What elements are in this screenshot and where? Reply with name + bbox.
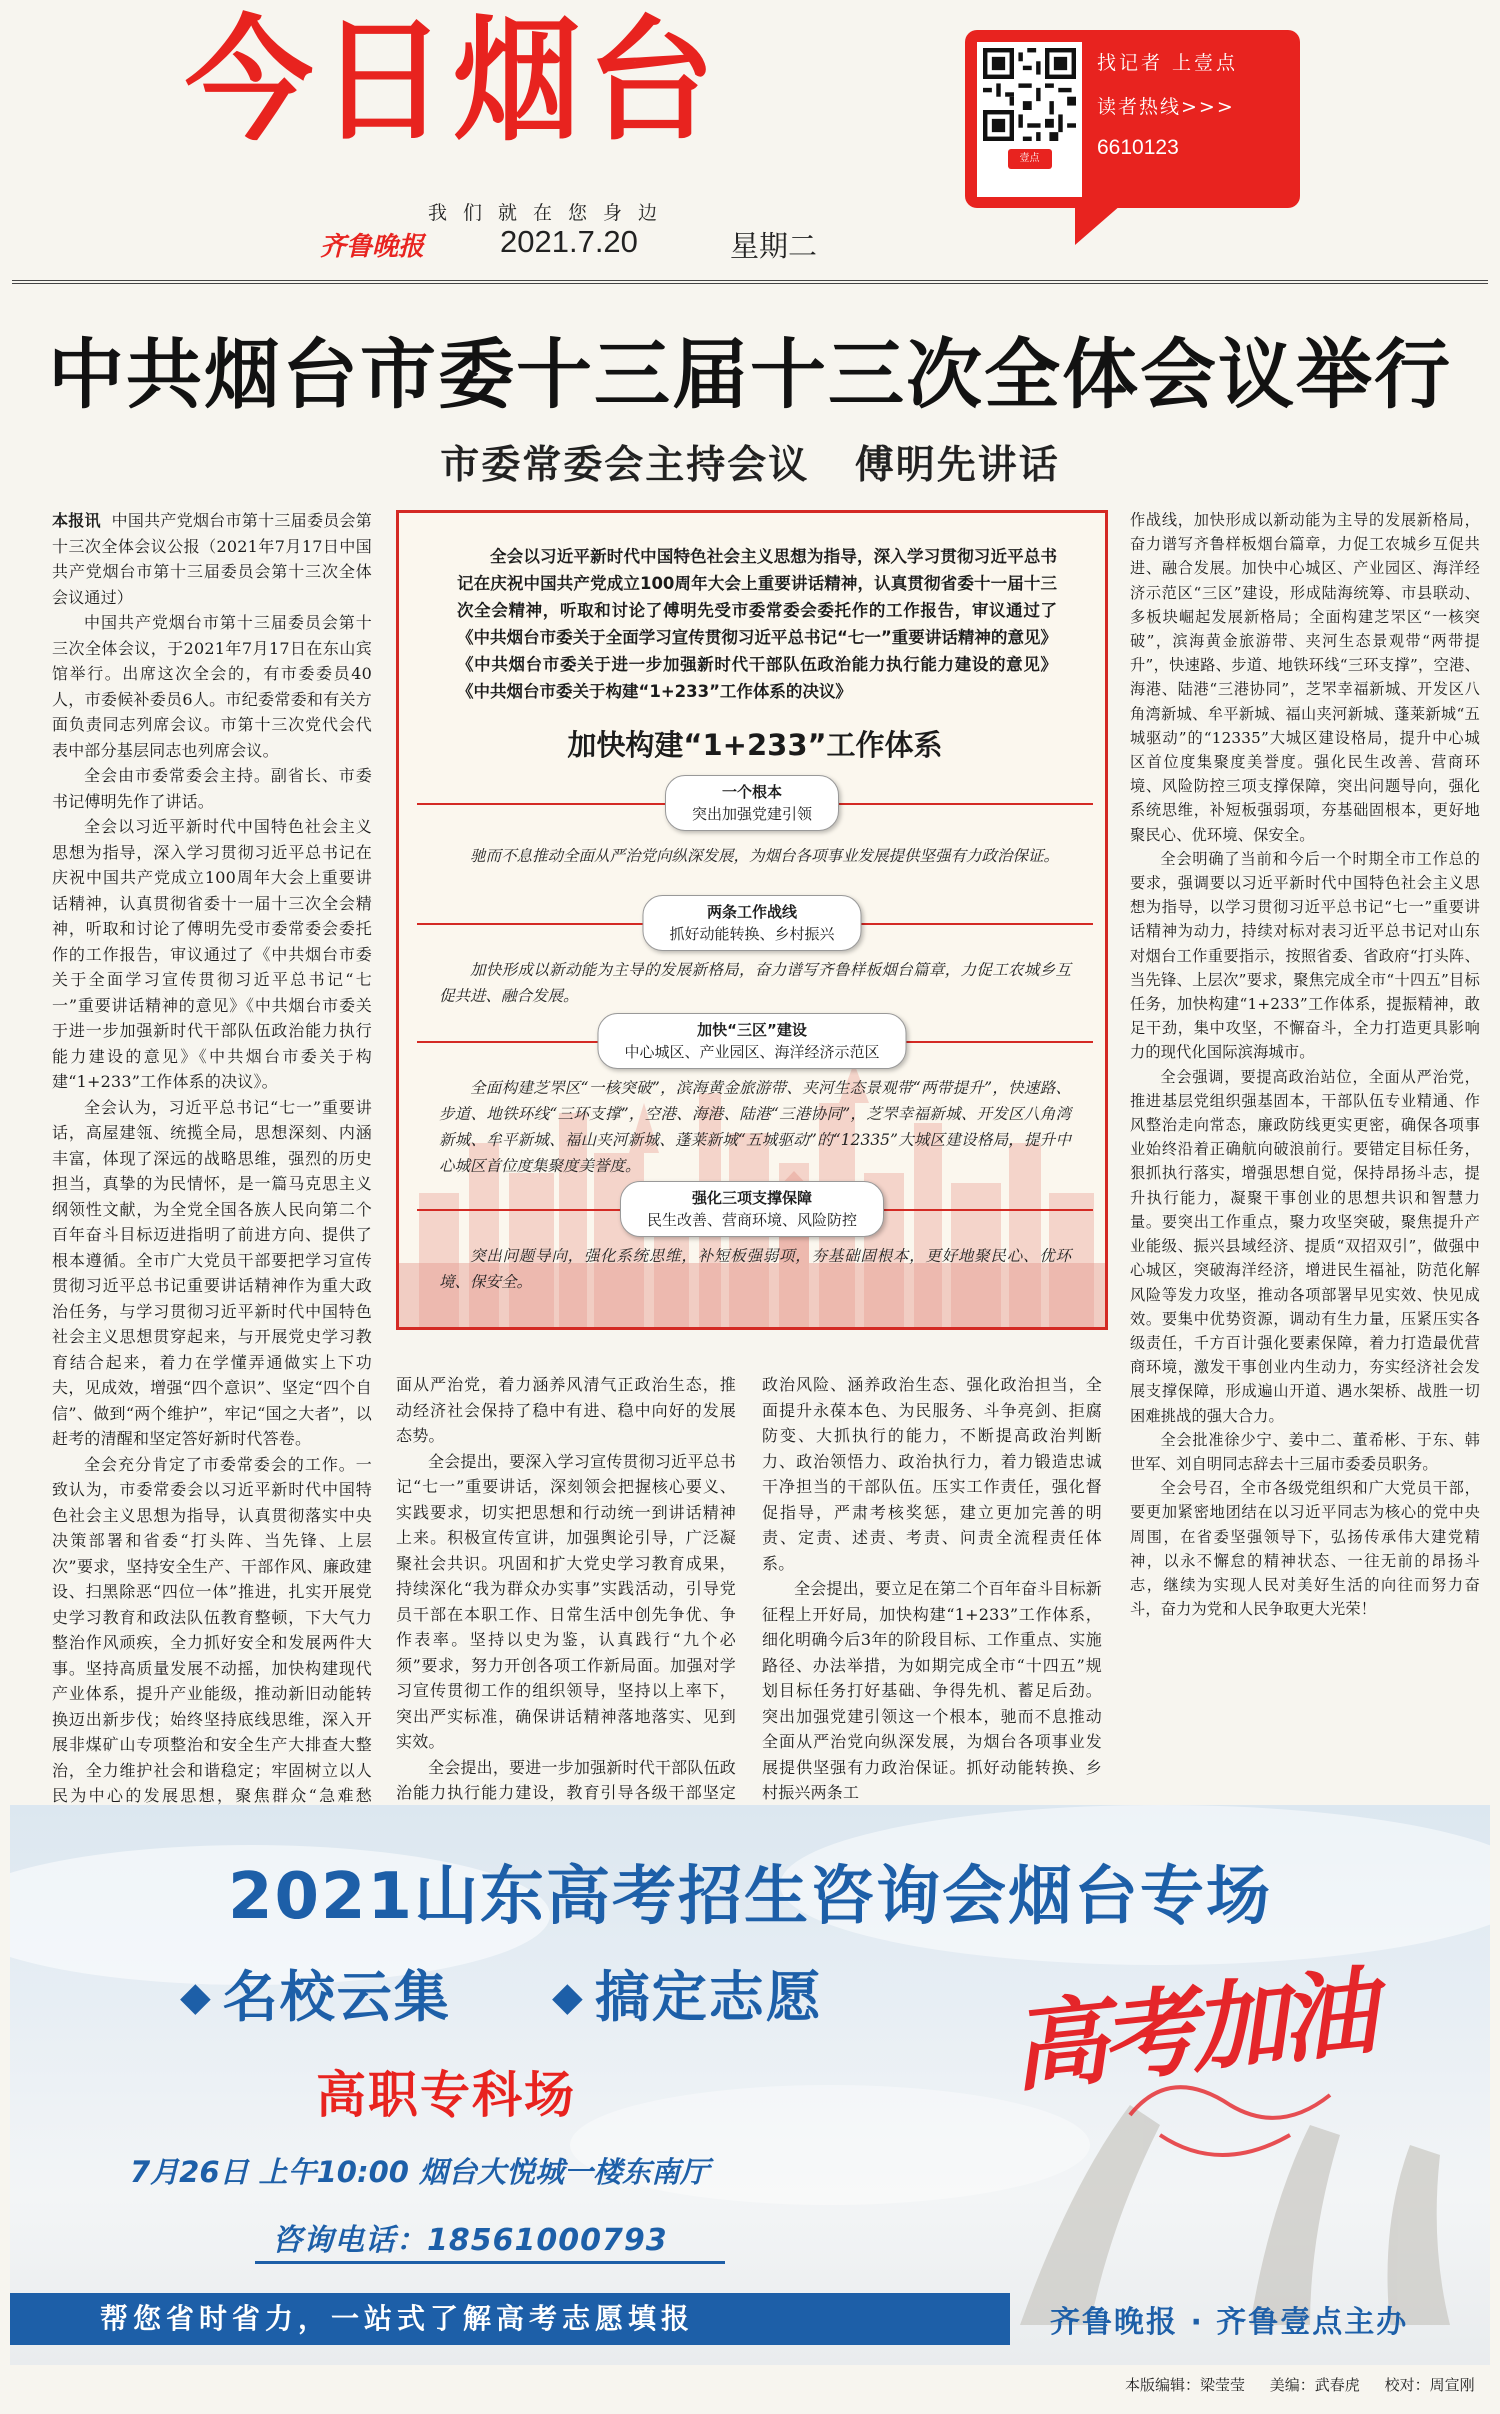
section-tag-title: 一个根本	[721, 783, 783, 801]
ad-cheer-calligraphy: 高考加油	[1005, 1955, 1376, 2106]
section-tag-1	[665, 775, 839, 831]
article-paragraph: 政治风险、涵养政治生态、强化政治担当，全面提升永葆本色、为民服务、斗争亮剑、拒腐防变、大抓执行的能力，不断提高政治判断力、政治领悟力、政治执行力，着力锻造忠诚干净担当的干部队伍。压实工作责任，强化督促指导，严肃考核奖惩，建立更加完善的明责、定责、述责、考责、问责全流程责任体系。	[762, 1375, 1102, 1573]
credit-proof: 校对：周宣刚	[1384, 2376, 1475, 2394]
issue-weekday: 星期二	[730, 229, 818, 263]
article-paragraph: 全会强调，要提高政治站位，全面从严治党，推进基层党组织强基固本，干部队伍专业精通、作风整治走向常态，廉政防线更实更密，确保各项事业始终沿着正确航向破浪前行。要错定目标任务，狠抓执行落实，增强思想自觉，保持昂扬斗志，提升执行能力，凝聚干事创业的思想共识和智慧力量。要突出工作重点，聚力攻坚突破，聚焦提升产业能级、振兴县域经济、提质“双招双引”，做强中心城区，突破海洋经济，增进民生福祉，防范化解风险等发力攻坚，推动各项部署早见实效、快见成效。要集中优势资源，调动有生力量，压紧压实各级责任，千方百计强化要素保障，着力打造最优营商环境，激发干事创业内生动力，夯实经济社会发展支撑保障，形成遍山开道、遇水架桥、战胜一切困难挑战的强大合力。	[1130, 1067, 1480, 1425]
paper-title: 今日烟台	[185, 3, 722, 160]
article-paragraph: 全会号召，全市各级党组织和广大党员干部，要更加紧密地团结在以习近平同志为核心的党中央周围，在省委坚强领导下，弘扬传承伟大建党精神，以永不懈怠的精神状态、一往无前的昂扬斗志，继续为实现人民对美好生活的向往而努力奋斗，奋力为党和人民争取更大光荣！	[1130, 1479, 1480, 1619]
hotline-line1: 找记者 上壹点	[1097, 52, 1239, 74]
slogan: 我们就在您身边	[428, 202, 674, 224]
ad-phone[interactable]: 咨询电话：18561000793	[272, 2223, 668, 2258]
section-tag-title: 强化三项支撑保障	[691, 1189, 813, 1207]
article-column-4	[1130, 508, 1480, 1621]
ad-slogan-strip	[10, 2293, 1010, 2345]
page-credits	[1125, 2374, 1475, 2395]
ad-organizer: 齐鲁晚报 · 齐鲁壹点主办	[1050, 2305, 1409, 2340]
ad-title: 2021山东高考招生咨询会烟台专场	[227, 1860, 1273, 1934]
credit-art: 美编：武春虎	[1269, 2376, 1360, 2394]
ad-subtitle: 高职专科场	[316, 2066, 576, 2124]
masthead-rule	[12, 280, 1488, 284]
section-tag-sub: 突出加强党建引领	[691, 805, 813, 823]
article-column-3	[762, 1372, 1102, 1806]
article-paragraph: 全会提出，要深入学习宣传贯彻习近平总书记“七一”重要讲话，深刻领会把握核心要义、实践要求，切实把思想和行动统一到讲话精神上来。积极宣传宣讲，加强舆论引导，广泛凝聚社会共识。巩固和扩大党史学习教育成果，持续深化“我为群众办实事”实践活动，引导党员干部在本职工作、日常生活中创先争优、争作表率。坚持以史为鉴，认真践行“九个必须”要求，努力开创各项工作新局面。加强对学习宣传贯彻工作的组织领导，坚持以上率下，突出严实标准，确保讲话精神落地落实、见到实效。	[396, 1451, 736, 1751]
section-tag-title: 加快“三区”建设	[697, 1021, 807, 1039]
advertisement-banner[interactable]	[10, 1805, 1490, 2365]
article-column-2	[396, 1372, 736, 1831]
qr-label: 壹点	[1008, 149, 1052, 169]
article-paragraph: 全会提出，要立足在第二个百年奋斗目标新征程上开好局，加快构建“1+233”工作体系，细化明确今后3年的阶段目标、工作重点、实施路径、办法举措，为如期完成全市“十四五”规划目标任务打好基础、争得先机、蓄足后劲。突出加强党建引领这一个根本，驰而不息推动全面从严治党向纵深发展，为烟台各项事业发展提供坚强有力政治保证。抓好动能转换、乡村振兴两条工	[762, 1579, 1102, 1802]
hotline-line2: 读者热线>>>	[1097, 96, 1235, 118]
section-tag-title: 两条工作战线	[706, 903, 798, 921]
diamond-icon: ◆	[551, 1974, 585, 2020]
article-paragraph: 作战线，加快形成以新动能为主导的发展新格局，奋力谱写齐鲁样板烟台篇章，力促工农城乡互促共进、融合发展。加快中心城区、产业园区、海洋经济示范区“三区”建设，形成陆海统筹、市县联动、多板块崛起发展新格局；全面构建芝罘区“一核突破”，滨海黄金旅游带、夹河生态景观带“两带提升”，快速路、步道、地铁环线“三环支撑”，空港、海港、陆港“三港协同”，芝罘幸福新城、开发区八角湾新城、牟平新城、福山夹河新城、蓬莱新城“五城驱动”的“12335”大城区建设格局，提升中心城区首位度集聚度美誉度。强化民生改善、营商环境、风险防控三项支撑保障，突出问题导向，强化系统思维，补短板强弱项，夯基础固根本，更好地聚民心、优环境、保安全。	[1130, 511, 1480, 844]
issue-date: 2021.7.20	[500, 224, 638, 259]
section-tag-sub: 民生改善、营商环境、风险防控	[646, 1211, 858, 1229]
article-paragraph: 全会由市委常委会主持。副省长、市委书记傅明先作了讲话。	[52, 766, 372, 811]
box-intro: 全会以习近平新时代中国特色社会主义思想为指导，深入学习贯彻习近平总书记在庆祝中国共产党成立100周年大会上重要讲话精神，认真贯彻省委十一届十三次全会精神，听取和讨论了傅明先受市委常委会委托作的工作报告，审议通过了《中共烟台市委关于全面学习宣传贯彻习近平总书记“七一”重要讲话精神的意见》《中共烟台市委关于进一步加强新时代干部队伍政治能力执行能力建设的意见》《中共烟台市委关于构建“1+233”工作体系的决议》	[457, 547, 1057, 701]
section-tag-3	[597, 1013, 906, 1069]
diamond-icon: ◆	[180, 1974, 213, 2020]
ad-feature-1: 名校云集	[222, 1965, 451, 2029]
ad-time: 7月26日 上午10:00 烟台大悦城一楼东南厅	[130, 2155, 710, 2189]
masthead	[0, 0, 1500, 290]
subhead: 市委常委会主持会议 傅明先讲话	[440, 443, 1060, 488]
section-tag-sub: 抓好动能转换、乡村振兴	[669, 925, 835, 943]
lead-tag: 本报讯	[52, 511, 101, 530]
section-tag-2	[642, 895, 861, 951]
article-paragraph: 全会明确了当前和今后一个时期全市工作总的要求，强调要以习近平新时代中国特色社会主义思想为指导，以学习贯彻习近平总书记“七一”重要讲话精神为动力，持续对标对表习近平总书记对山东对烟台工作重要指示，按照省委、省政府“打头阵、当先锋、上层次”要求，聚焦完成全市“十四五”目标任务，加快构建“1+233”工作体系，提振精神，敢足干劲，集中攻坚，不懈奋斗，全力打造更具影响力的现代化国际滨海城市。	[1130, 849, 1480, 1062]
article-column-1	[52, 508, 372, 1860]
qr-code-icon	[983, 48, 1076, 141]
box-title: 加快构建“1+233”工作体系	[567, 728, 943, 762]
ad-slogan: 帮您省时省力，一站式了解高考志愿填报	[100, 2302, 695, 2335]
brand-logo: 齐鲁晚报	[320, 232, 425, 262]
info-box	[396, 510, 1108, 1330]
article-lead	[52, 508, 372, 610]
article-paragraph: 全会提出，要进一步加强新时代干部队伍政治能力执行能力建设，教育引导各级干部坚定	[396, 1757, 736, 1802]
section-body-3: 全面构建芝罘区“一核突破”，滨海黄金旅游带、夹河生态景观带“两带提升”，快速路、步道、地铁环线“三环支撑”，空港、海港、陆港“三港协同”，芝罘幸福新城、开发区八角湾新城、牟平新城、福山夹河新城、蓬莱新城“五城驱动”的“12335”大城区建设格局，提升中心城区首位度集聚度美誉度。	[439, 1079, 1071, 1175]
article-paragraph: 全会批准徐少宁、姜中二、董希彬、于东、韩世军、刘自明同志辞去十三届市委委员职务。	[1130, 1430, 1480, 1473]
article-paragraph: 全会以习近平新时代中国特色社会主义思想为指导，深入学习贯彻习近平总书记在庆祝中国共产党成立100周年大会上重要讲话精神，认真贯彻省委十一届十三次全会精神，听取和讨论了傅明先受市委常委会委托作的工作报告，审议通过了《中共烟台市委关于全面学习宣传贯彻习近平总书记“七一”重要讲话精神的意见》《中共烟台市委关于进一步加强新时代干部队伍政治能力执行能力建设的意见》《中共烟台市委关于构建“1+233”工作体系的决议》。	[52, 817, 372, 1091]
hotline-bubble-tail	[1075, 205, 1121, 245]
section-body-4: 突出问题导向，强化系统思维，补短板强弱项，夯基础固根本，更好地聚民心、优环境、保安全。	[439, 1247, 1071, 1291]
hotline-number[interactable]: 6610123	[1097, 136, 1179, 159]
credit-editor: 本版编辑：梁莹莹	[1125, 2376, 1246, 2394]
headline: 中共烟台市委十三届十三次全体会议举行	[48, 330, 1452, 419]
article-paragraph: 面从严治党，着力涵养风清气正政治生态，推动经济社会保持了稳中有进、稳中向好的发展态势。	[396, 1375, 736, 1445]
section-tag-sub: 中心城区、产业园区、海洋经济示范区	[624, 1043, 880, 1061]
qr-code[interactable]	[977, 42, 1082, 197]
article-paragraph: 全会认为，习近平总书记“七一”重要讲话，高屋建瓴、统揽全局，思想深刻、内涵丰富，体现了深远的战略思维，强烈的历史担当，真挚的为民情怀，是一篇马克思主义纲领性文献，为全党全国各族人民向第二个百年奋斗目标迈进指明了前进方向、提供了根本遵循。全市广大党员干部要把学习宣传贯彻习近平总书记重要讲话精神作为重大政治任务，与学习贯彻习近平新时代中国特色社会主义思想贯穿起来，与开展党史学习教育结合起来，着力在学懂弄通做实上下功夫，见成效，增强“四个意识”、坚定“四个自信”、做到“两个维护”，牢记“国之大者”，以赶考的清醒和坚定答好新时代答卷。	[52, 1097, 372, 1448]
article-paragraph: 中国共产党烟台市第十三届委员会第十三次全体会议公报（2021年7月17日中国共产党烟台市第十三届委员会第十三次全体会议通过）	[52, 511, 372, 607]
section-body-2: 加快形成以新动能为主导的发展新格局，奋力谱写齐鲁样板烟台篇章，力促工农城乡互促共进、融合发展。	[439, 961, 1071, 1005]
hotline-box	[965, 30, 1300, 208]
ad-feature-2: 搞定志愿	[594, 1965, 823, 2029]
ad-phone-underline	[255, 2261, 725, 2264]
section-tag-4	[620, 1181, 884, 1237]
article-paragraph: 中国共产党烟台市第十三届委员会第十三次全体会议，于2021年7月17日在东山宾馆举行。出席这次全会的，有市委委员40人，市委候补委员6人。市纪委常委和有关方面负责同志列席会议。市第十三次党代会代表中部分基层同志也列席会议。	[52, 613, 372, 760]
ad-features	[180, 1953, 903, 2032]
section-body-1: 驰而不息推动全面从严治党向纵深发展，为烟台各项事业发展提供坚强有力政治保证。	[470, 847, 1060, 865]
article-paragraph: 全会充分肯定了市委常委会的工作。一致认为，市委常委会以习近平新时代中国特色社会主义思想为指导，认真贯彻落实中央决策部署和省委“打头阵、当先锋、上层次”要求，坚持安全生产、干部作风、廉政建设、扫黑除恶“四位一体”推进，扎实开展党史学习教育和政法队伍教育整顿，下大气力整治作风顽疾，全力抓好安全和发展两件大事。坚持高质量发展不动摇，加快构建现代产业体系，提升产业能级，推动新旧动能转换迈出新步伐；始终坚持底线思维，深入开展非煤矿山专项整治和安全生产大排查大整治，全力维护社会和谐稳定；牢固树立以人民为中心的发展思想，聚焦群众“急难愁	[52, 1454, 372, 1805]
